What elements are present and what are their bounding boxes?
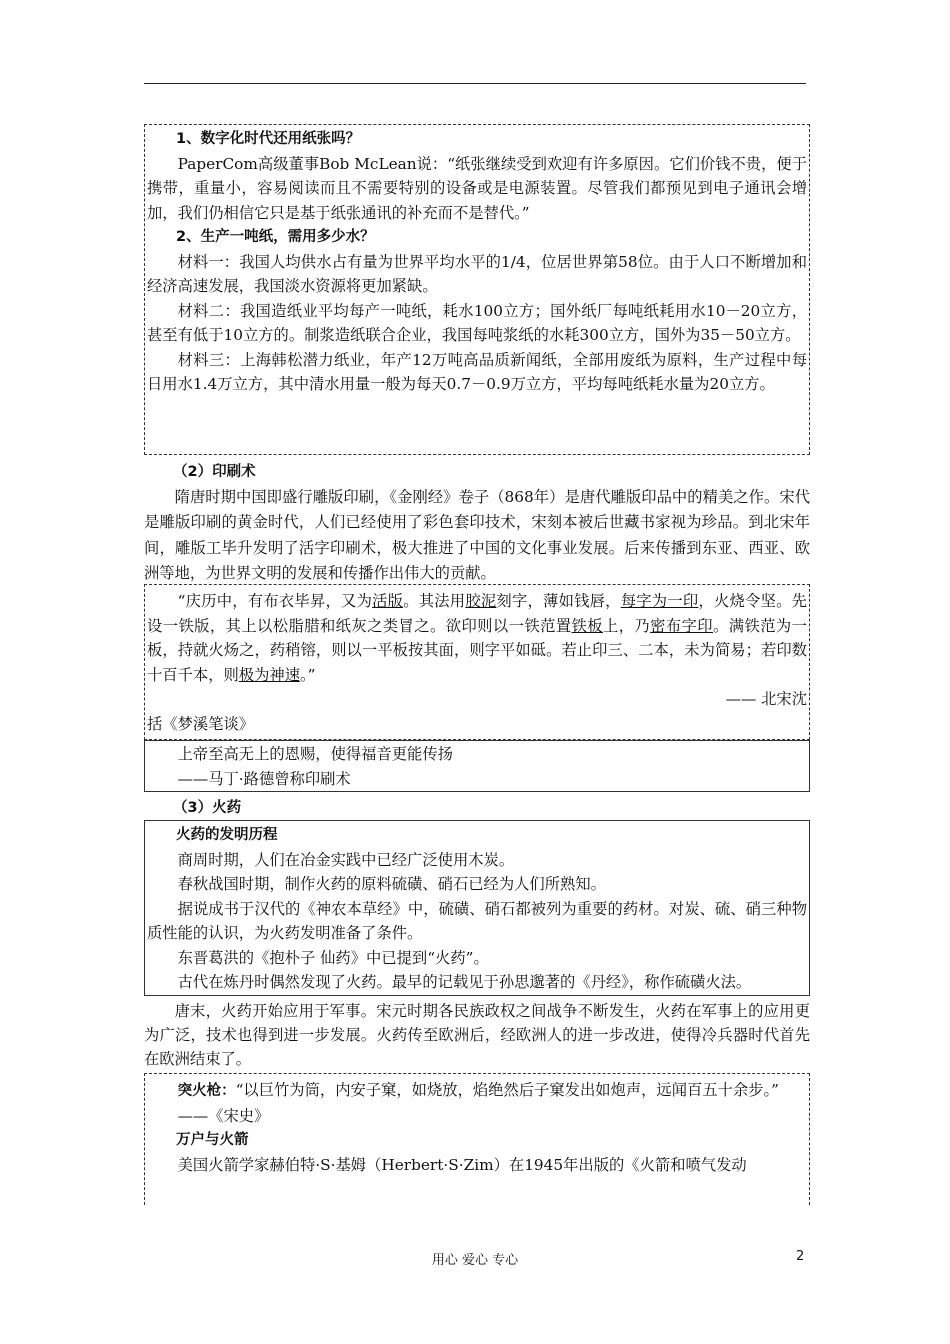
quote-underline: 活版 <box>372 592 404 610</box>
quote-underline: 铁板 <box>571 616 603 635</box>
fire-lance-quote: “以巨竹为筒，内安子窠，如烧放，焰绝然后子窠发出如炮声，远闻百五十余步。” <box>235 1081 779 1099</box>
gunpowder-para: 唐末，火药开始应用于军事。宋元时期各民族政权之间战争不断发生，火药在军事上的应用更为广泛，技术也得到进一步发展。火药传至欧洲后，经欧洲人的进一步改进，使得冷兵器时代首先在欧洲结束了。 <box>144 1002 810 1068</box>
luther-line2: ——马丁·路德曾称印刷术 <box>177 769 351 788</box>
quote-seg: 。满铁范为一板，持就火炀之，药稍镕，则以一平板按其面，则字平如砥。若止印三、二本，未为简易；若印数十百千本，则 <box>147 616 807 684</box>
fire-lance-source: ——《宋史》 <box>177 1106 270 1125</box>
quote-underline: 每字为一印 <box>620 592 699 610</box>
quote-seg: “庆历中，有布衣毕昇，又为 <box>177 592 373 610</box>
q2-title: 2、生产一吨纸，需用多少水？ <box>176 229 375 245</box>
printing-title: （2）印刷术 <box>173 464 256 480</box>
gunpowder-line: 古代在炼丹时偶然发现了火药。最早的记载见于孙思邈著的《丹经》，称作硫磺火法。 <box>177 973 752 991</box>
wanhu-text: 美国火箭学家赫伯特·S·基姆（Herbert·S·Zim）在1945年出版的《火箭和喷气发动 <box>177 1155 747 1174</box>
quote-seg: 。” <box>300 665 316 684</box>
quote-underline: 胶泥 <box>465 592 497 610</box>
gunpowder-para-block <box>144 999 810 1071</box>
paper-questions-box <box>144 124 810 455</box>
printing-section <box>144 460 810 587</box>
material-2: 材料二：我国造纸业平均每产一吨纸，耗水100立方；国外纸厂每吨纸耗用水10－20立方，甚至有低于10立方的。制浆造纸联合企业，我国每吨浆纸的水耗300立方，国外为35－50立方。 <box>147 301 807 344</box>
gunpowder-section <box>144 796 810 821</box>
mengxi-quote <box>147 589 807 687</box>
luther-quote-box <box>144 740 810 792</box>
mengxi-quote-box <box>144 584 810 740</box>
gunpowder-line: 东晋葛洪的《抱朴子 仙药》中已提到“火药”。 <box>177 948 489 967</box>
quote-underline: 极为神速 <box>238 665 300 684</box>
q1-title: 1、数字化时代还用纸张吗？ <box>176 131 361 147</box>
gunpowder-box-title: 火药的发明历程 <box>176 827 278 843</box>
header-rule <box>144 83 806 84</box>
quote-seg: ，火烧令坚。先设一铁版，其上以松脂腊和纸灰之类冒之。欲印则以一铁范置 <box>147 592 807 635</box>
fire-lance-text <box>147 1078 807 1104</box>
quote-attribution: —— 北宋沈 <box>725 690 807 708</box>
fire-lance-box <box>144 1073 810 1205</box>
quote-seg: 。其法用 <box>403 592 466 610</box>
page-number: 2 <box>796 1249 805 1264</box>
quote-attribution-cont: 括《梦溪笔谈》 <box>147 714 255 733</box>
footer-slogan: 用心 爱心 专心 <box>431 1253 519 1268</box>
quote-seg: 上，乃 <box>602 616 651 635</box>
gunpowder-line: 商周时期，人们在冶金实践中已经广泛使用木炭。 <box>177 850 515 869</box>
gunpowder-history-box <box>144 820 810 996</box>
gunpowder-line: 春秋战国时期，制作火药的原料硫磺、硝石已经为人们所熟知。 <box>177 875 606 893</box>
material-1: 材料一：我国人均供水占有量为世界平均水平的1/4，位居世界第58位。由于人口不断增加和经济高速发展，我国淡水资源将更加紧缺。 <box>147 252 807 295</box>
luther-line1: 上帝至高无上的恩赐，使得福音更能传扬 <box>177 745 453 763</box>
q1-text: PaperCom高级董事Bob McLean说：“纸张继续受到欢迎有许多原因。它们价钱不贵，便于携带，重量小，容易阅读而且不需要特别的设备或是电源装置。尽管我们都预见到电子通讯会增加，我们仍相信它只是基于纸张通讯的补充而不是替代。” <box>147 154 807 222</box>
gunpowder-title: （3）火药 <box>173 800 242 816</box>
quote-seg: 刻字，薄如钱唇， <box>496 592 621 610</box>
printing-para: 隋唐时期中国即盛行雕版印刷，《金刚经》卷子（868年）是唐代雕版印品中的精美之作。宋代是雕版印刷的黄金时代，人们已经使用了彩色套印技术，宋刻本被后世藏书家视为珍品。到北宋年间，雕版工毕升发明了活字印刷术，极大推进了中国的文化事业发展。后来传播到东亚、西亚、欧洲等地，为世界文明的发展和传播作出伟大的贡献。 <box>144 487 810 582</box>
fire-lance-label: 突火枪： <box>177 1083 236 1099</box>
wanhu-title: 万户与火箭 <box>176 1132 249 1148</box>
gunpowder-line: 据说成书于汉代的《神农本草经》中，硫磺、硝石都被列为重要的药材。对炭、硫、硝三种物质性能的认识，为火药发明准备了条件。 <box>147 899 807 942</box>
material-3: 材料三：上海韩松潜力纸业，年产12万吨高品质新闻纸，全部用废纸为原料，生产过程中每日用水1.4万立方，其中清水用量一般为每天0.7－0.9万立方，平均每吨纸耗水量为20立方。 <box>147 350 807 393</box>
quote-underline: 密布字印 <box>650 616 714 635</box>
